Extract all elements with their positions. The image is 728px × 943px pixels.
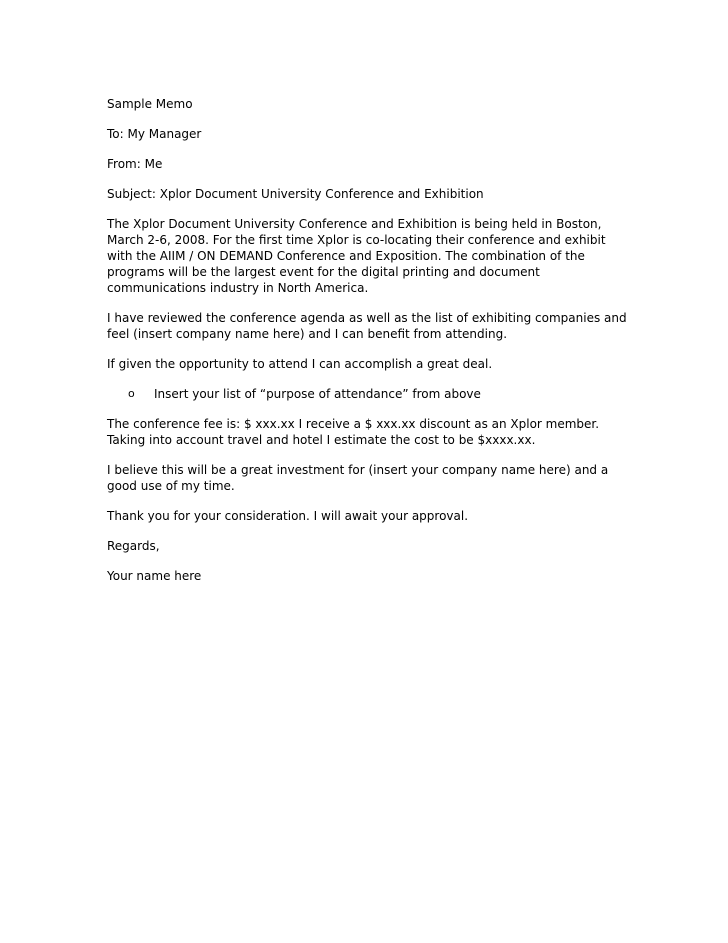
reviewed-paragraph — [107, 310, 627, 342]
memo-title: Sample Memo — [107, 97, 193, 111]
investment-line: good use of my time. — [107, 479, 235, 493]
fee-line: Taking into account travel and hotel I estimate the cost to be $xxxx.xx. — [107, 433, 536, 447]
investment-paragraph — [107, 462, 627, 494]
attendance-bullet — [107, 386, 627, 402]
memo-to: To: My Manager — [107, 127, 202, 141]
signature-line: Your name here — [107, 569, 202, 583]
intro-paragraph — [107, 216, 627, 296]
bullet-marker: o — [128, 387, 135, 400]
memo-page — [107, 96, 627, 598]
investment-line: I believe this will be a great investment for (insert your company name here) and a — [107, 463, 609, 477]
bullet-text: Insert your list of “purpose of attendance” from above — [154, 387, 481, 401]
intro-line: with the AIIM / ON DEMAND Conference and Exposition. The combination of the — [107, 249, 585, 263]
reviewed-line: I have reviewed the conference agenda as well as the list of exhibiting companies and — [107, 311, 627, 325]
intro-line: programs will be the largest event for the digital printing and document — [107, 265, 540, 279]
intro-line: The Xplor Document University Conference and Exhibition is being held in Boston, — [107, 217, 602, 231]
fee-paragraph — [107, 416, 627, 448]
opportunity-paragraph: If given the opportunity to attend I can accomplish a great deal. — [107, 357, 493, 371]
memo-subject: Subject: Xplor Document University Conference and Exhibition — [107, 187, 484, 201]
intro-line: communications industry in North America. — [107, 281, 369, 295]
memo-from: From: Me — [107, 157, 163, 171]
thanks-paragraph: Thank you for your consideration. I will await your approval. — [107, 509, 469, 523]
reviewed-line: feel (insert company name here) and I can benefit from attending. — [107, 327, 508, 341]
fee-line: The conference fee is: $ xxx.xx I receive a $ xxx.xx discount as an Xplor member. — [107, 417, 600, 431]
regards-line: Regards, — [107, 539, 160, 553]
intro-line: March 2-6, 2008. For the first time Xplor is co-locating their conference and exhibit — [107, 233, 606, 247]
